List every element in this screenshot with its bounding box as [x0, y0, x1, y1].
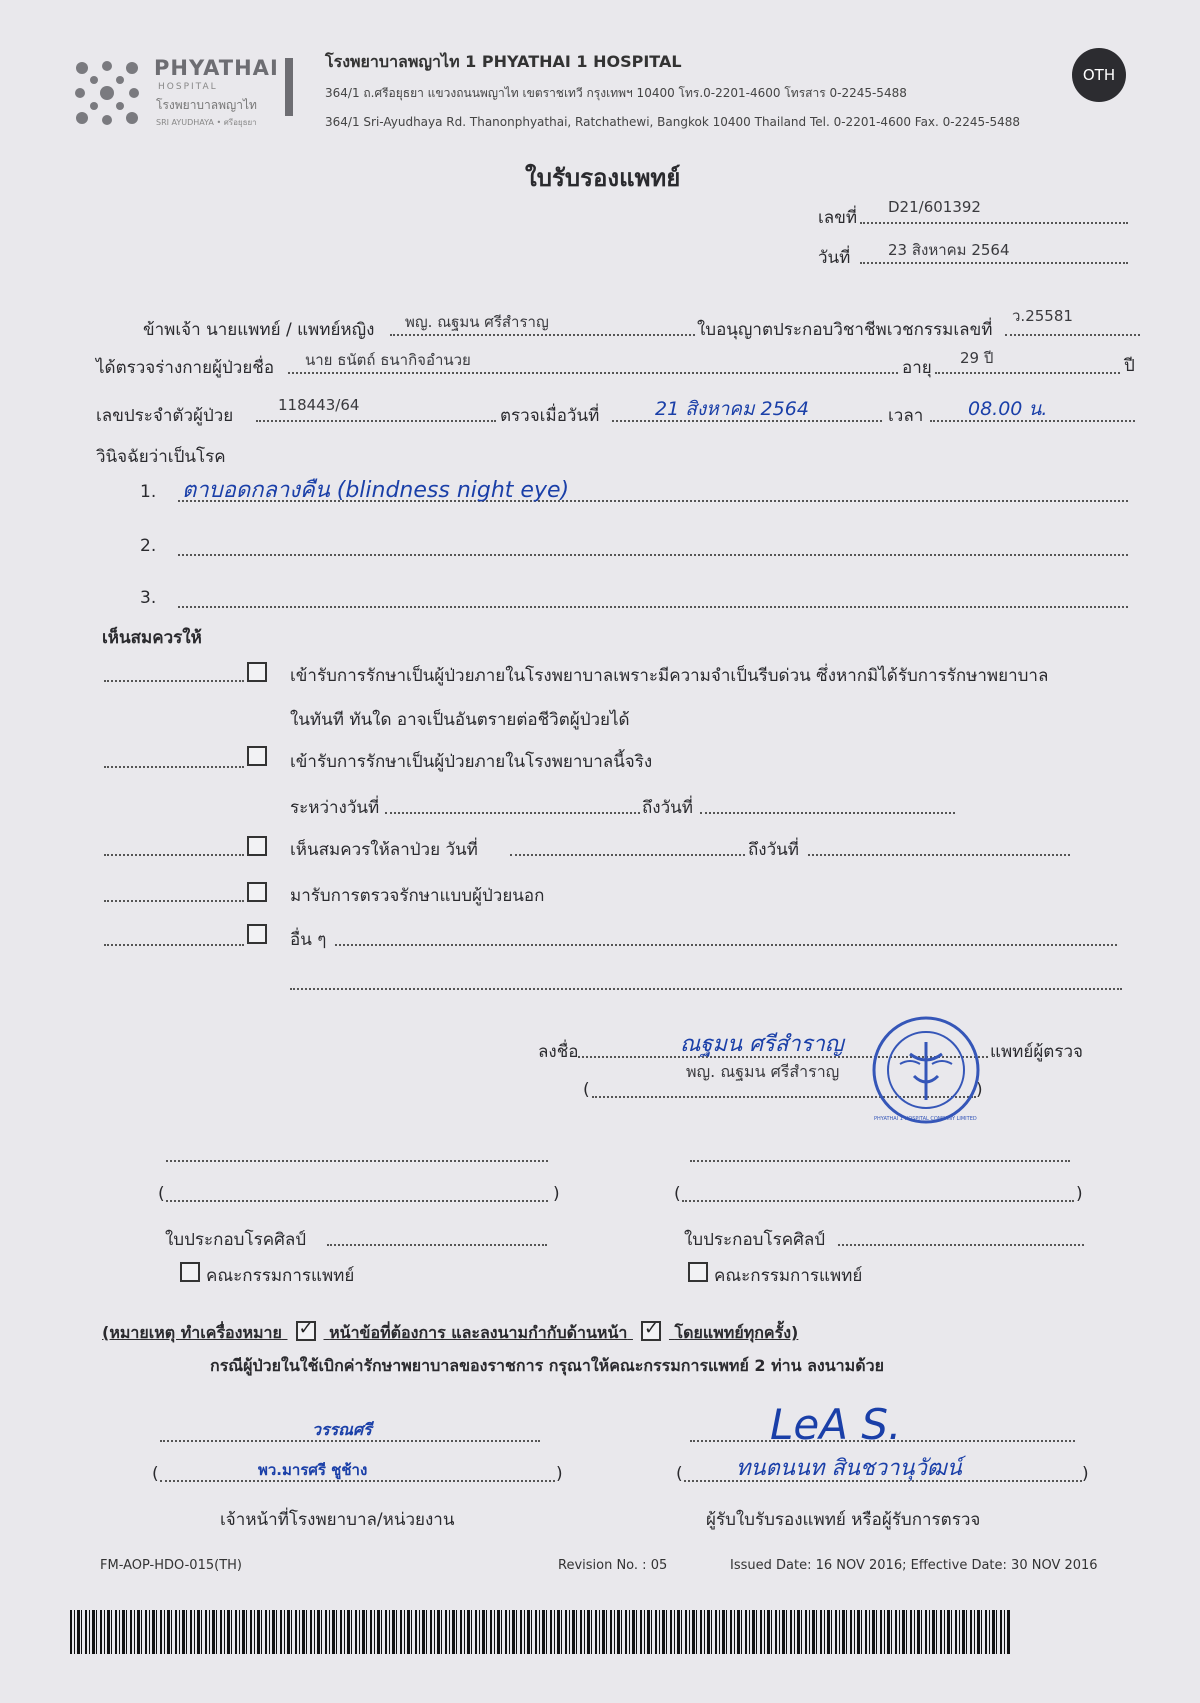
committee-right-license-label: ใบประกอบโรคศิลป์ [684, 1230, 826, 1250]
receiver-paren-open: ( [676, 1464, 683, 1484]
option2-mark-line [104, 766, 244, 768]
option4-mark-line [104, 900, 244, 902]
diagnosis-num-2: 2. [140, 536, 157, 556]
logo-bar [285, 58, 293, 116]
opinion-label: เห็นสมควรให้ [102, 628, 202, 648]
hospital-name: โรงพยาบาลพญาไท 1 PHYATHAI 1 HOSPITAL [325, 52, 682, 71]
committee-right-checkbox[interactable] [688, 1262, 708, 1282]
logo-brand: PHYATHAI [154, 56, 279, 80]
form-number: FM-AOP-HDO-015(TH) [100, 1558, 242, 1573]
option2-text: เข้ารับการรักษาเป็นผู้ป่วยภายในโรงพยาบาลนี้จริง [290, 752, 653, 772]
committee-right-license-line [838, 1244, 1084, 1246]
committee-right-paren-close: ) [1076, 1184, 1083, 1204]
license-line [1005, 334, 1140, 336]
receiver-name: ทนตนนท สินชวานุวัฒน์ [736, 1456, 962, 1481]
option2-between-label: ระหว่างวันที่ [290, 798, 380, 818]
committee-left-paren-close: ) [553, 1184, 560, 1204]
time-value: 08.00 น. [968, 398, 1048, 420]
note-check-icon-1 [296, 1321, 316, 1341]
staff-name: พว.มารศรี ชูช้าง [258, 1461, 368, 1479]
issued-date: Issued Date: 16 NOV 2016; Effective Date: 30 NOV 2016 [730, 1558, 1098, 1573]
signature-role: แพทย์ผู้ตรวจ [990, 1042, 1083, 1062]
license-no: ว.25581 [1012, 307, 1073, 325]
option5-mark-line [104, 944, 244, 946]
patient-id-value: 118443/64 [278, 396, 360, 414]
doc-date-value: 23 สิงหาคม 2564 [888, 241, 1010, 259]
license-label: ใบอนุญาตประกอบวิชาชีพเวชกรรมเลขที่ [697, 320, 993, 340]
staff-role: เจ้าหน้าที่โรงพยาบาล/หน่วยงาน [220, 1510, 455, 1530]
staff-paren-close: ) [556, 1464, 563, 1484]
diagnosis-num-3: 3. [140, 588, 157, 608]
option3-checkbox[interactable] [247, 836, 267, 856]
hospital-logo [70, 56, 300, 136]
doc-date-label: วันที่ [818, 248, 851, 268]
receiver-signature: LeA S. [770, 1400, 902, 1449]
option3-text: เห็นสมควรให้ลาป่วย วันที่ [290, 840, 478, 860]
logo-sub: HOSPITAL [158, 82, 218, 92]
stamp-text: PHYATHAI 1 HOSPITAL COMPANY LIMITED [874, 1116, 977, 1122]
committee-left-checkbox-label: คณะกรรมการแพทย์ [206, 1266, 355, 1286]
receiver-paren-close: ) [1082, 1464, 1089, 1484]
option3-to-label: ถึงวันที่ [748, 840, 799, 860]
committee-right-checkbox-label: คณะกรรมการแพทย์ [714, 1266, 863, 1286]
option4-checkbox[interactable] [247, 882, 267, 902]
oth-badge [1072, 48, 1126, 102]
barcode [70, 1610, 1010, 1654]
signature-label: ลงชื่อ [538, 1042, 579, 1062]
signature-printed-name: พญ. ณฐมน ศรีสำราญ [686, 1062, 840, 1081]
document-title: ใบรับรองแพทย์ [525, 164, 681, 192]
note-line-1 [102, 1318, 798, 1346]
doctor-name: พญ. ณฐมน ศรีสำราญ [405, 313, 549, 331]
option3-to-line [808, 854, 1070, 856]
address-english: 364/1 Sri-Ayudhaya Rd. Thanonphyathai, Ratchathewi, Bangkok 10400 Thailand Tel. 0-2201-4600 Fax. 0-2245-5488 [325, 115, 1021, 129]
patient-name: นาย ธนัตถ์ ธนากิจอำนวย [305, 351, 471, 369]
patient-name-line [288, 372, 898, 374]
diagnosis-num-1: 1. [140, 482, 157, 502]
logo-thai: โรงพยาบาลพญาไท [156, 98, 257, 112]
patient-id-label: เลขประจำตัวผู้ป่วย [96, 406, 234, 426]
diagnosis-label: วินิจฉัยว่าเป็นโรค [96, 447, 226, 467]
option2-from-line [385, 812, 640, 814]
stamp-seal-icon [870, 1014, 982, 1126]
diagnosis-line-3 [178, 606, 1128, 608]
staff-signature: วรรณศรี [312, 1420, 372, 1439]
option5-checkbox[interactable] [247, 924, 267, 944]
committee-left-paren-open: ( [158, 1184, 165, 1204]
patient-label: ได้ตรวจร่างกายผู้ป่วยชื่อ [96, 358, 275, 378]
committee-right-sig-line [690, 1160, 1070, 1162]
exam-date-value: 21 สิงหาคม 2564 [655, 398, 809, 420]
diagnosis-line-2 [178, 554, 1128, 556]
option2-to-line [700, 812, 955, 814]
oth-badge-text: OTH [1082, 66, 1116, 84]
address-thai: 364/1 ถ.ศรีอยุธยา แขวงถนนพญาไท เขตราชเทวี กรุงเทพฯ 10400 โทร.0-2201-4600 โทรสาร 0-2245-5488 [325, 86, 907, 100]
doc-no-label: เลขที่ [818, 208, 858, 228]
note-part-c: โดยแพทย์ทุกครั้ง) [674, 1323, 799, 1342]
committee-left-checkbox[interactable] [180, 1262, 200, 1282]
exam-date-label: ตรวจเมื่อวันที่ [500, 406, 600, 426]
doc-no-line [860, 222, 1128, 224]
committee-left-sig-line [166, 1160, 548, 1162]
age-label: อายุ [902, 358, 932, 378]
time-label: เวลา [888, 406, 924, 426]
doctor-name-line [390, 334, 695, 336]
signature-paren-close: ) [976, 1080, 983, 1100]
logo-mark-icon [70, 56, 144, 130]
age-line [935, 372, 1120, 374]
option1-mark-line [104, 680, 244, 682]
option3-mark-line [104, 854, 244, 856]
option1-text-2: ในทันที ทันใด อาจเป็นอันตรายต่อชีวิตผู้ป่วยได้ [290, 710, 630, 730]
option5-line-1 [335, 944, 1117, 946]
patient-id-line [256, 420, 496, 422]
doc-date-line [860, 262, 1128, 264]
committee-right-paren-open: ( [674, 1184, 681, 1204]
committee-left-license-label: ใบประกอบโรคศิลป์ [165, 1230, 307, 1250]
note-part-a: (หมายเหตุ ทำเครื่องหมาย [102, 1323, 282, 1342]
doc-no-value: D21/601392 [888, 198, 981, 216]
signature-handwritten: ณฐมน ศรีสำราญ [680, 1032, 844, 1057]
note-line-2: กรณีผู้ป่วยในใช้เบิกค่ารักษาพยาบาลของราชการ กรุณาให้คณะกรรมการแพทย์ 2 ท่าน ลงนามด้วย [210, 1356, 884, 1375]
diagnosis-text-1: ตาบอดกลางคืน (blindness night eye) [182, 478, 570, 503]
age-value: 29 ปี [960, 349, 994, 367]
age-unit: ปี [1124, 356, 1135, 376]
option2-checkbox[interactable] [247, 746, 267, 766]
staff-paren-open: ( [152, 1464, 159, 1484]
committee-right-name-line [682, 1200, 1074, 1202]
note-check-icon-2 [641, 1321, 661, 1341]
option5-line-2 [290, 988, 1122, 990]
option1-text-1: เข้ารับการรักษาเป็นผู้ป่วยภายในโรงพยาบาลเพราะมีความจำเป็นรีบด่วน ซึ่งหากมิได้รับการรักษาพยาบาล [290, 666, 1049, 686]
option5-text: อื่น ๆ [290, 930, 327, 950]
option2-to-label: ถึงวันที่ [642, 798, 693, 818]
committee-left-name-line [166, 1200, 548, 1202]
note-part-b: หน้าข้อที่ต้องการ และลงนามกำกับด้านหน้า [329, 1323, 628, 1342]
signature-paren-open: ( [583, 1080, 590, 1100]
committee-left-license-line [327, 1244, 547, 1246]
logo-address: SRI AYUDHAYA • ศรีอยุธยา [156, 118, 257, 127]
doctor-prefix: ข้าพเจ้า นายแพทย์ / แพทย์หญิง [143, 320, 375, 340]
option1-checkbox[interactable] [247, 662, 267, 682]
revision-number: Revision No. : 05 [558, 1558, 668, 1573]
hospital-stamp [870, 1014, 982, 1126]
option4-text: มารับการตรวจรักษาแบบผู้ป่วยนอก [290, 886, 545, 906]
receiver-role: ผู้รับใบรับรองแพทย์ หรือผู้รับการตรวจ [706, 1510, 981, 1530]
option3-from-line [510, 854, 745, 856]
